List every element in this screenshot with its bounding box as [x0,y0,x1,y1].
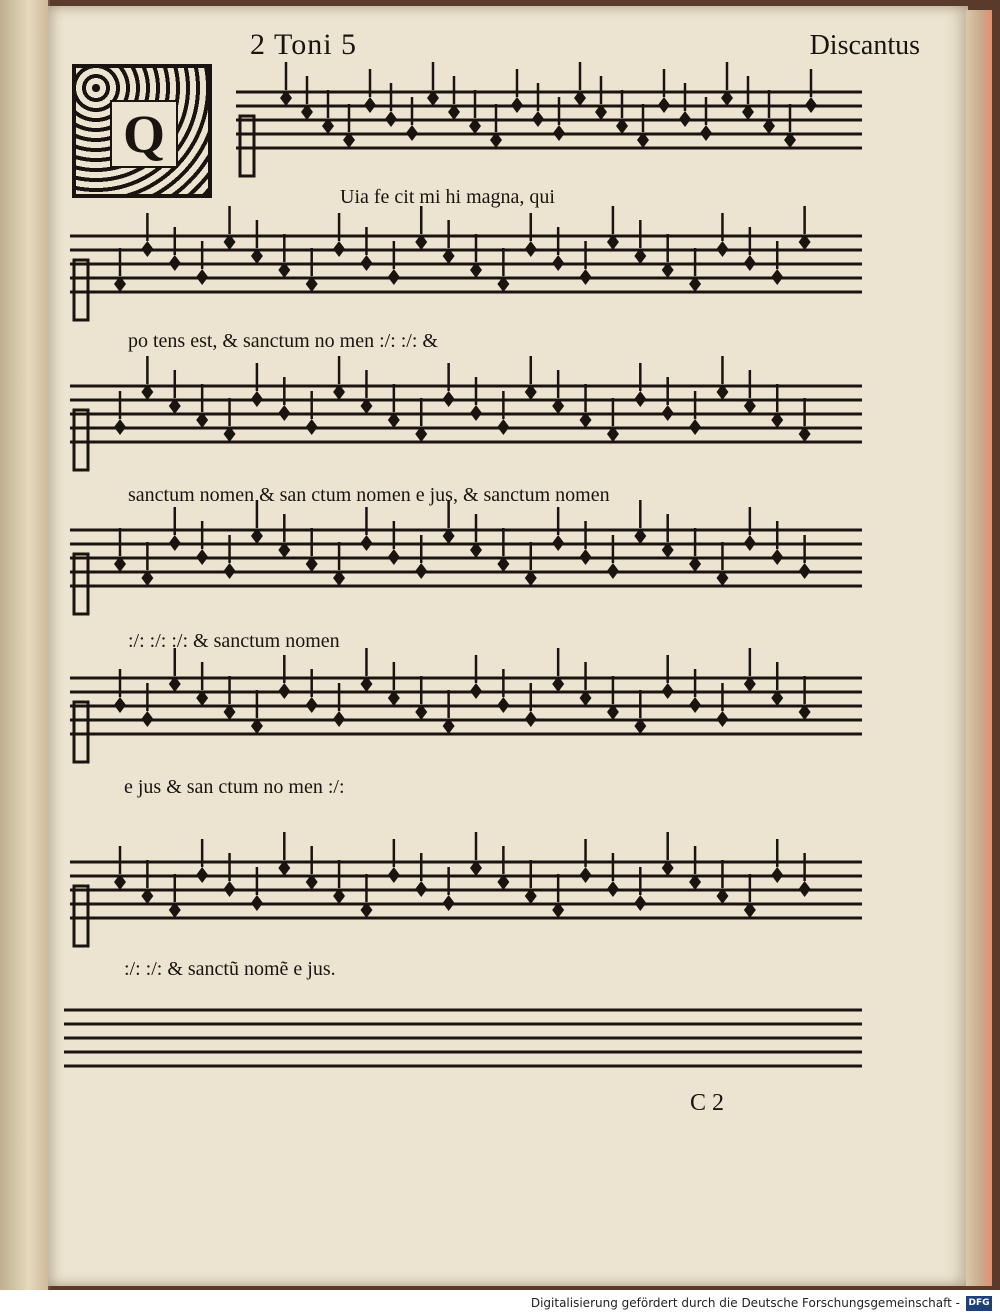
note-head [360,535,372,551]
note-head [141,241,153,257]
note-head [744,535,756,551]
note-head [607,881,619,897]
note-head [525,711,537,727]
clef-icon [74,886,88,946]
clef-icon [240,116,254,176]
lyric-line-5: e jus & san ctum no men :/: [124,776,345,798]
note-head [689,419,701,435]
note-head [771,269,783,285]
initial-letter: Q [110,100,178,168]
note-head [388,867,400,883]
note-head [141,711,153,727]
note-head [634,391,646,407]
note-head [443,895,455,911]
note-head [497,697,509,713]
note-head [114,419,126,435]
lyric-line-6: :/: :/: & sanctũ nomẽ e jus. [124,958,336,980]
note-head [278,683,290,699]
lyric-line-2: po tens est, & sanctum no men :/: :/: & [128,330,438,352]
note-head [607,563,619,579]
note-head [532,111,544,127]
dfg-logo-icon: DFG [966,1296,992,1311]
note-head [388,269,400,285]
note-head [771,867,783,883]
clef-icon [74,260,88,320]
note-head [224,881,236,897]
note-head [470,405,482,421]
note-head [805,97,817,113]
note-head [580,269,592,285]
note-head [333,241,345,257]
header-voice-part: Discantus [809,30,920,61]
note-head [196,867,208,883]
note-head [360,255,372,271]
note-head [278,405,290,421]
note-head [388,549,400,565]
header-toni: 2 Toni 5 [250,28,358,61]
note-head [443,391,455,407]
note-head [658,97,670,113]
note-head [716,241,728,257]
note-head [553,125,565,141]
clef-icon [74,410,88,470]
note-head [511,97,523,113]
note-head [415,563,427,579]
footer-bar [0,1290,1000,1314]
note-head [716,711,728,727]
note-head [251,895,263,911]
note-head [799,881,811,897]
note-head [196,269,208,285]
note-head [662,405,674,421]
note-head [799,563,811,579]
note-head [771,549,783,565]
note-head [169,535,181,551]
note-head [679,111,691,127]
note-head [744,255,756,271]
note-head [169,255,181,271]
note-head [525,241,537,257]
note-head [306,697,318,713]
note-head [497,419,509,435]
folio-signature: C 2 [690,1090,725,1116]
note-head [251,391,263,407]
note-head [700,125,712,141]
lyric-line-1: Uia fe cit mi hi magna, qui [340,186,555,208]
footer-credit: Digitalisierung gefördert durch die Deutsche Forschungsgemeinschaft - [530,1296,960,1310]
note-head [470,683,482,699]
note-head [552,255,564,271]
note-head [415,881,427,897]
note-head [406,125,418,141]
lyric-line-3: sanctum nomen & san ctum nomen e jus, & sanctum nomen [128,484,610,506]
note-head [333,711,345,727]
note-head [385,111,397,127]
clef-icon [74,702,88,762]
note-head [196,549,208,565]
note-head [306,419,318,435]
lyric-line-4: :/: :/: :/: & sanctum nomen [128,630,340,652]
note-head [114,697,126,713]
note-head [552,535,564,551]
note-head [634,895,646,911]
note-head [364,97,376,113]
clef-icon [74,554,88,614]
note-head [580,867,592,883]
note-head [224,563,236,579]
note-head [580,549,592,565]
note-head [689,697,701,713]
note-head [662,683,674,699]
